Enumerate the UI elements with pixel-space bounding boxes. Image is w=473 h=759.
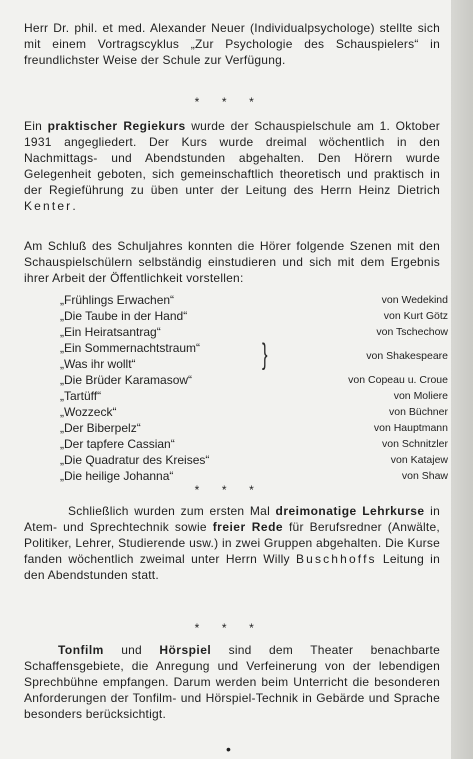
play-author: von Katajew <box>390 454 448 466</box>
play-title: „Was ihr wollt“ <box>60 357 136 371</box>
regie-bold: praktischer Regiekurs <box>47 119 186 133</box>
play-row <box>60 452 448 468</box>
tonfilm-bold-2: Hörspiel <box>159 643 212 657</box>
separator-2: * * * <box>194 483 264 497</box>
play-row <box>60 420 448 436</box>
play-author: von Büchner <box>389 406 448 418</box>
regie-end: . <box>72 199 76 213</box>
lehr-bold-3: freier Rede <box>212 520 284 534</box>
schluss-text: Am Schluß des Schuljahres konnten die Hörer folgende Szenen mit den Schauspielschülern selbständig einstudieren und sich mit dem Ergebnis ihrer Arbeit der Öffentlichkeit vorstellen: <box>24 239 440 285</box>
tonfilm-bold-1: Tonfilm <box>58 643 104 657</box>
brace-icon: } <box>262 338 268 371</box>
play-author: von Kurt Götz <box>383 310 448 322</box>
tonfilm-paragraph <box>24 642 440 722</box>
play-title: „Der Biberpelz“ <box>60 421 141 435</box>
play-author: von Schnitzler <box>382 438 448 450</box>
play-author: von Hauptmann <box>373 422 448 434</box>
play-row <box>60 388 448 404</box>
play-author: von Tschechow <box>376 326 448 338</box>
regie-paragraph <box>24 118 440 214</box>
play-row <box>60 372 448 388</box>
lehrkurse-paragraph <box>24 503 440 583</box>
play-title: „Die heilige Johanna“ <box>60 469 174 483</box>
intro-paragraph <box>24 20 440 68</box>
play-author: von Moliere <box>393 390 448 402</box>
separator-3: * * * <box>194 621 264 635</box>
lehr-text-4: Leitung in den Abendstunden statt. <box>24 552 440 582</box>
shakespeare-author: von Shakespeare <box>366 350 448 362</box>
play-title: „Der tapfere Cassian“ <box>60 437 175 451</box>
tonfilm-text-1: und <box>103 643 160 657</box>
regie-name: Kenter <box>24 199 73 213</box>
play-title: „Ein Sommernachtstraum“ <box>60 341 201 355</box>
tonfilm-text-2: sind dem Theater benachbarte Schaffensgebiete, die Anregung und Verfeinerung von der lebendigen Sprechbühne empfangen. Darum werden beim Unterricht die besonderen Anforderungen der Tonfilm- und Hörspiel-Technik in Gebärde und Sprache besonders berücksichtigt. <box>24 643 441 721</box>
play-title: „Die Quadratur des Kreises“ <box>60 453 210 467</box>
play-author: von Shaw <box>401 470 448 482</box>
play-author: von Wedekind <box>381 294 448 306</box>
play-row <box>60 324 448 340</box>
schluss-paragraph <box>24 238 440 286</box>
regie-rest: wurde der Schauspielschule am 1. Oktober 1931 angegliedert. Der Kurs wurde dreimal wöchentlich in den Nachmittags- und Abendstunden abgehalten. Den Hörern wurde Gelegenheit geboten, sich gemeinschaftlich theoretisch und praktisch in der Regieführung zu üben unter der Leitung des Herrn Heinz Dietrich <box>24 119 440 197</box>
lehr-bold-1: dreimonatige <box>275 504 357 518</box>
lehr-text-3: für Berufsredner (Anwälte, Politiker, Lehrer, Studierende usw.) in zwei Gruppen abgehalten. Die Kurse fanden wöchentlich zweimal unter Herrn Willy <box>24 520 440 566</box>
bottom-dot-mark: • <box>226 741 231 757</box>
intro-text: Herr Dr. phil. et med. Alexander Neuer (Individualpsychologe) stellte sich mit einem Vortragscyklus „Zur Psychologie des Schauspielers“ in freundlichster Weise der Schule zur Verfügung. <box>24 21 440 67</box>
regie-prefix: Ein <box>24 119 48 133</box>
play-author: von Copeau u. Croue <box>348 374 448 386</box>
play-row <box>60 404 448 420</box>
lehr-text-1: Schließlich wurden zum ersten Mal <box>68 504 276 518</box>
plays-list <box>60 292 448 484</box>
lehr-bold-2: Lehrkurse <box>362 504 425 518</box>
adjacent-page-shadow <box>451 0 473 759</box>
play-title: „Wozzeck“ <box>60 405 117 419</box>
play-title: „Frühlings Erwachen“ <box>60 293 175 307</box>
play-title: „Ein Heiratsantrag“ <box>60 325 161 339</box>
play-row <box>60 308 448 324</box>
play-row <box>60 468 448 484</box>
separator-1: * * * <box>194 95 264 109</box>
play-row <box>60 292 448 308</box>
play-title: „Die Taube in der Hand“ <box>60 309 188 323</box>
play-title: „Die Brüder Karamasow“ <box>60 373 193 387</box>
play-title: „Tartüff“ <box>60 389 102 403</box>
lehr-text-2: in Atem- und Sprechtechnik sowie <box>24 504 440 534</box>
lehr-name: Buschhoffs <box>295 552 377 566</box>
play-row <box>60 436 448 452</box>
